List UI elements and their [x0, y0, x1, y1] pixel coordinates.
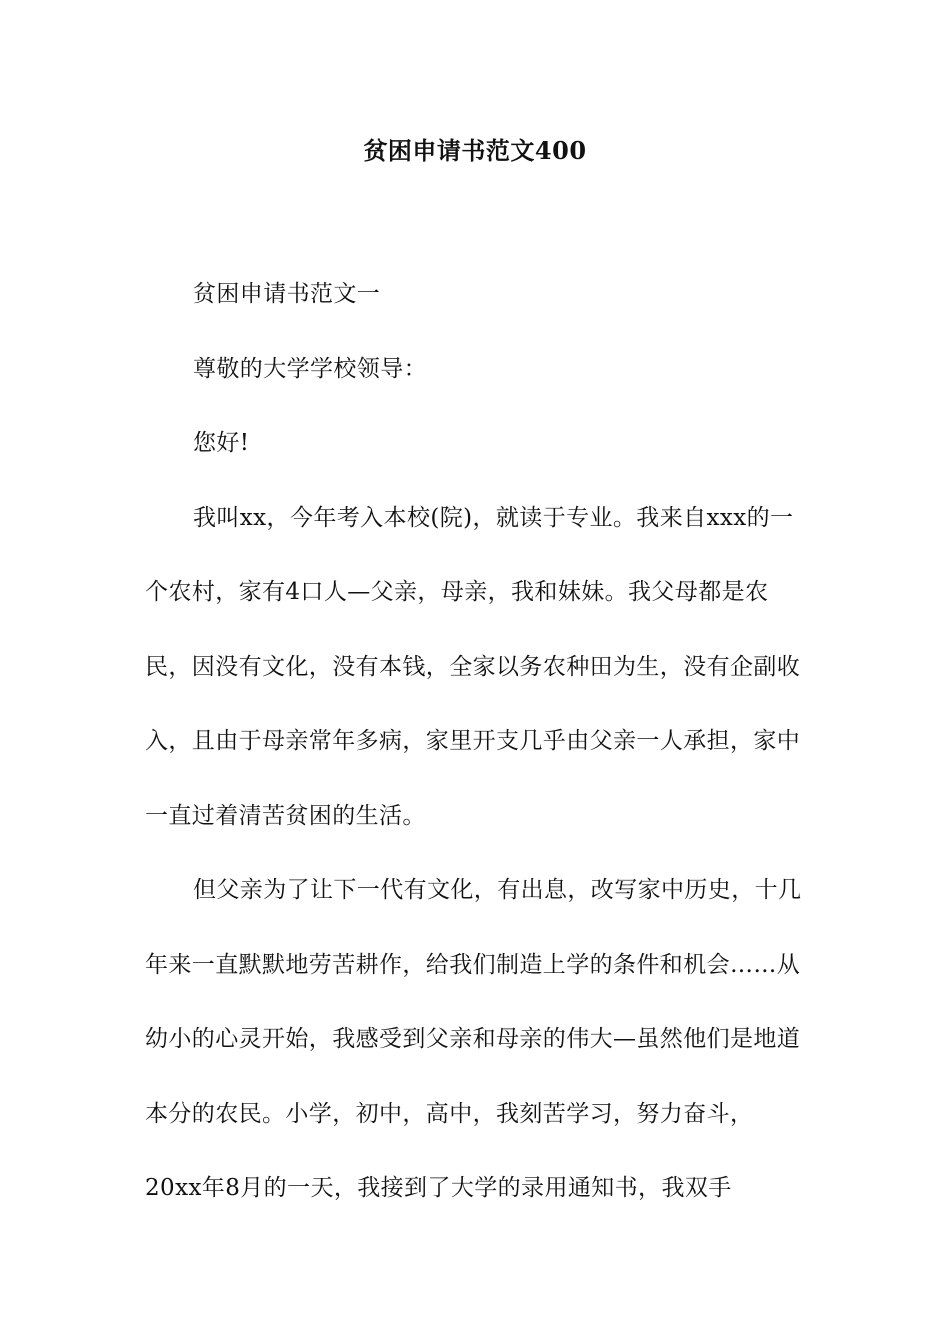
document-title: 贫困申请书范文400 — [363, 136, 587, 165]
body-paragraph-introduction: 我叫xx，今年考入本校(院)，就读于专业。我来自xxx的一个农村，家有4口人—父亲，母亲，我和妹妹。我父母都是农民，因没有文化，没有本钱，全家以务农种田为生，没有企副收入，且由于母亲常年多病，家里开支几乎由父亲一人承担，家中一直过着清苦贫困的生活。 — [145, 504, 801, 829]
greeting: 您好! — [193, 430, 250, 456]
salutation: 尊敬的大学学校领导： — [193, 355, 427, 382]
document-body — [145, 257, 810, 1226]
body-paragraph-family: 但父亲为了让下一代有文化，有出息，改写家中历史，十几年来一直默默地劳苦耕作，给我们制造上学的条件和机会……从幼小的心灵开始，我感受到父亲和母亲的伟大—虽然他们是地道本分的农民。小学，初中，高中，我刻苦学习，努力奋斗，20xx年8月的一天，我接到了大学的录用通知书，我双手 — [145, 877, 802, 1201]
section-heading: 贫困申请书范文一 — [193, 281, 381, 307]
